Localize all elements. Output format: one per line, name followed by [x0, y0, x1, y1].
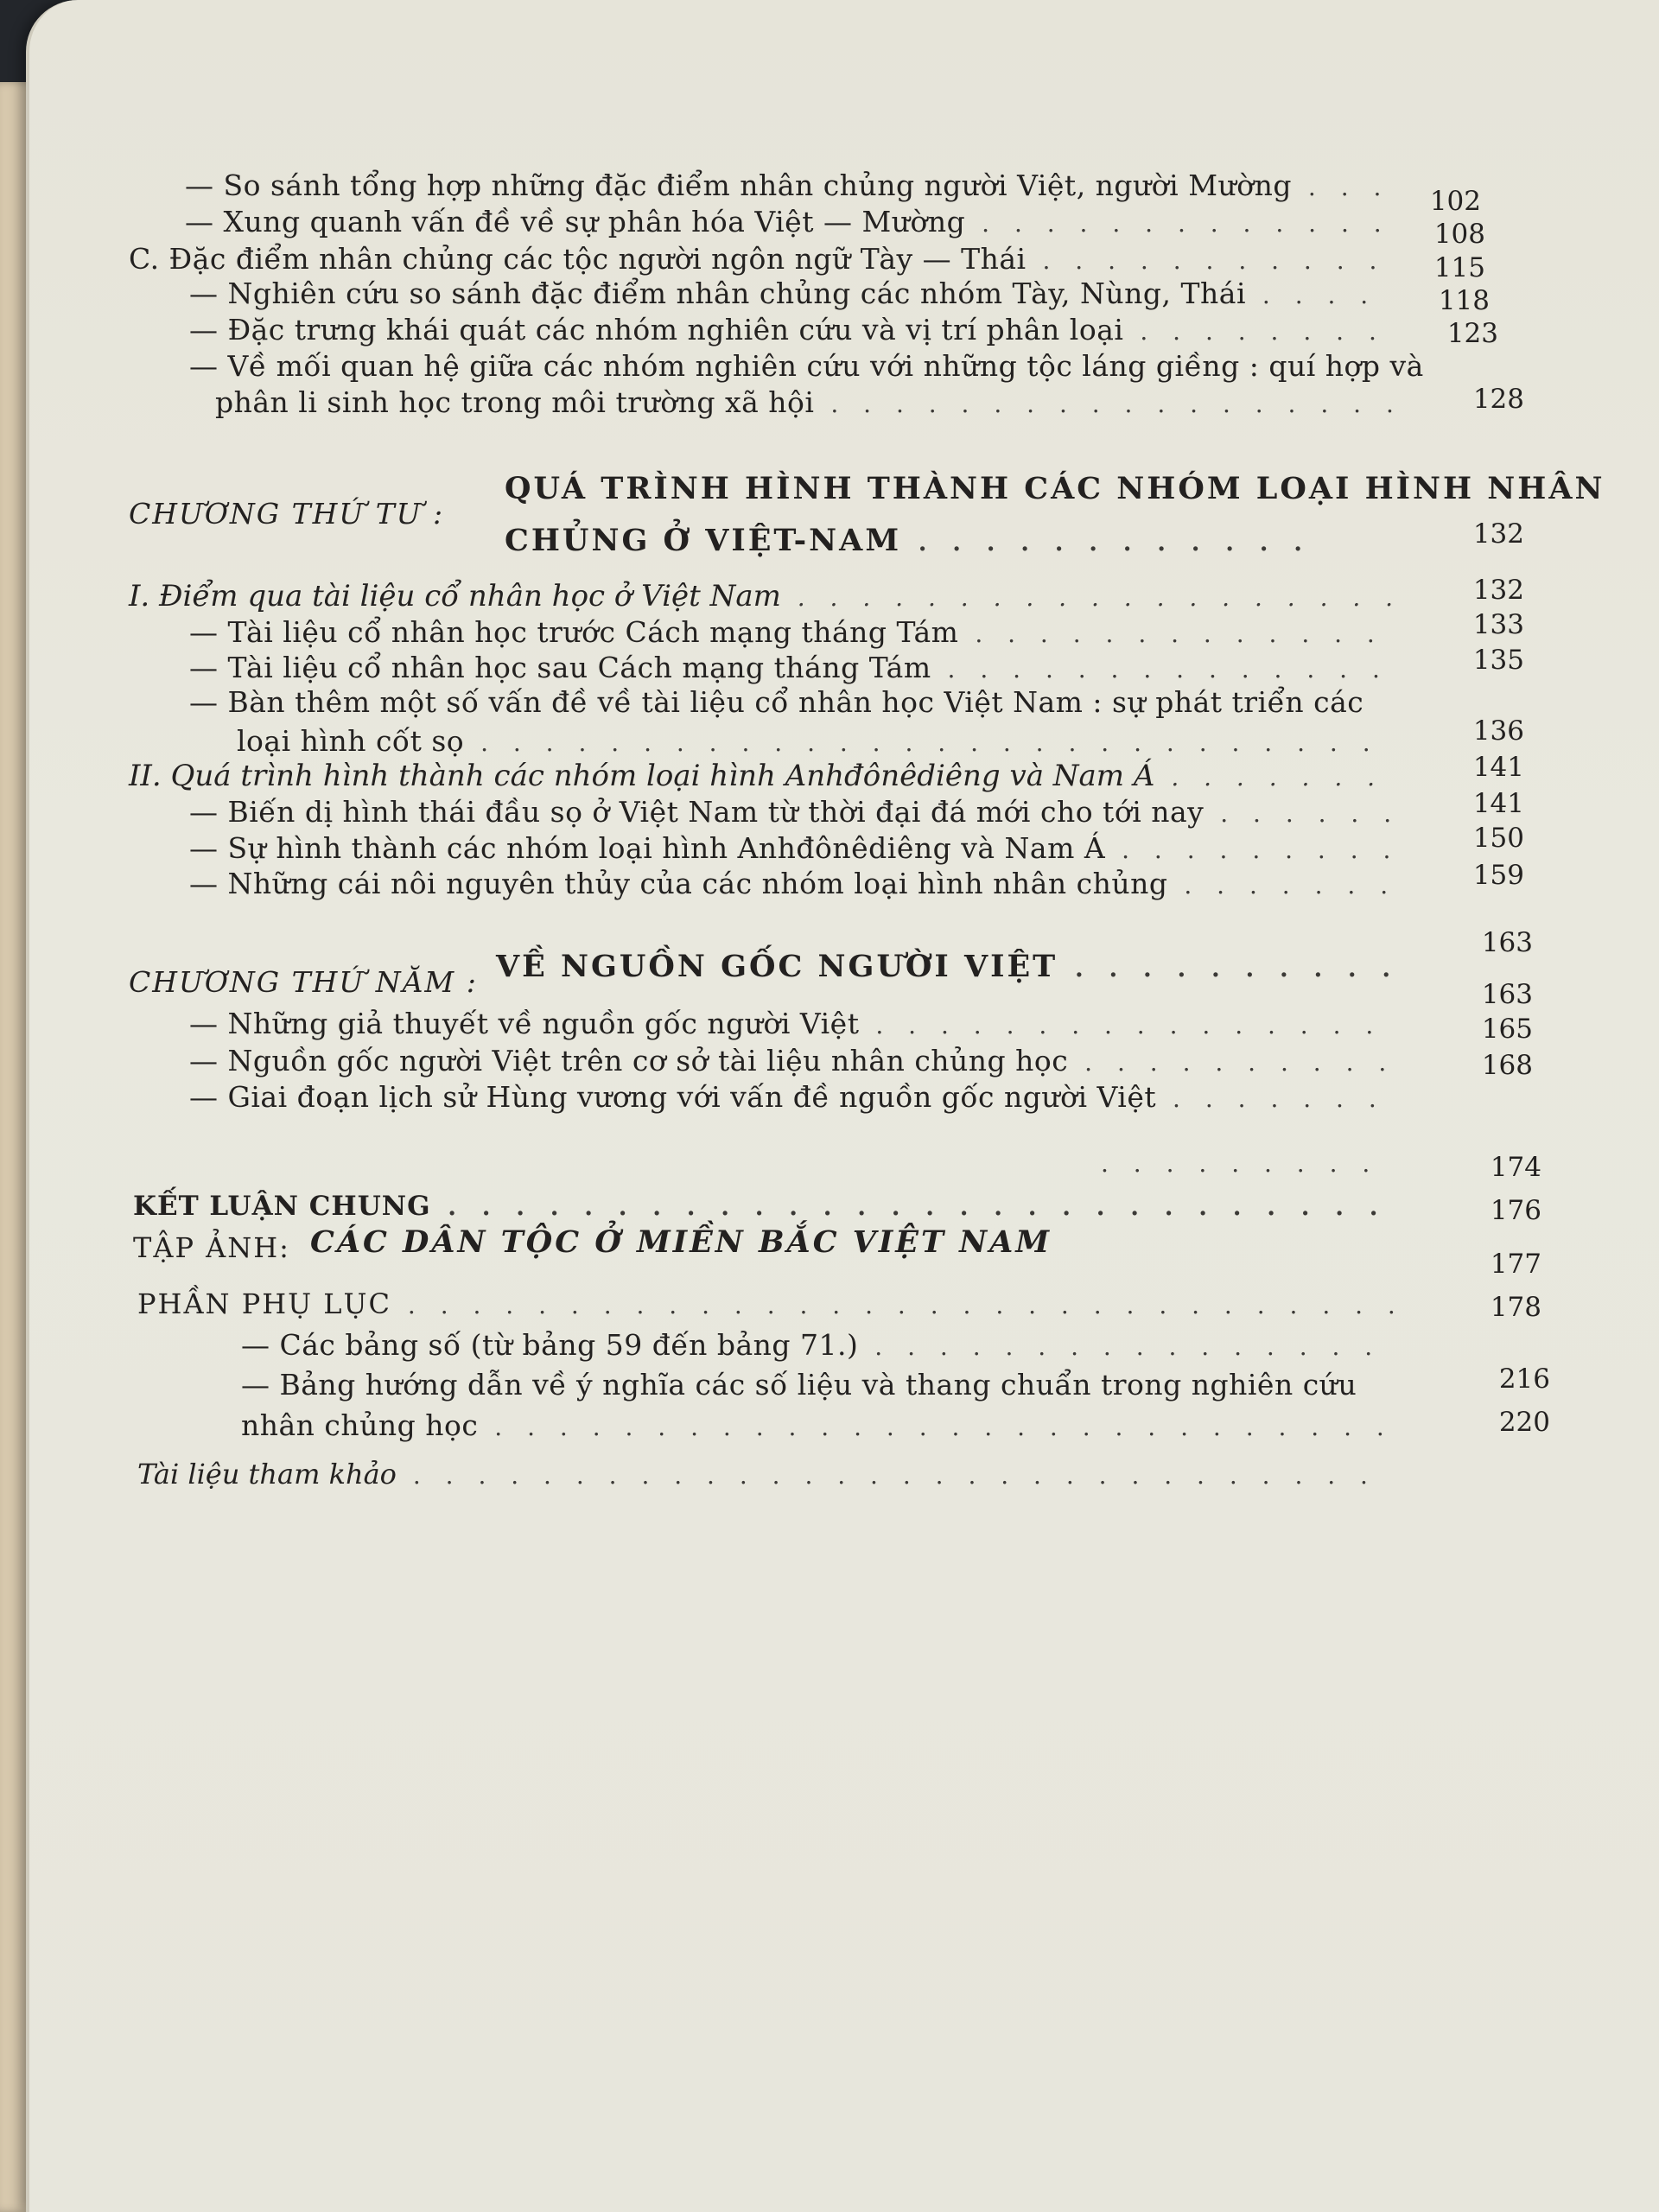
toc-entry-continuation — [241, 1408, 1393, 1442]
toc-entry-label: TẬP ẢNH: — [133, 1231, 290, 1264]
leader-dots: . . . . . . — [1204, 799, 1401, 828]
toc-entry-label: loại hình cốt sọ — [237, 724, 465, 758]
book-page — [26, 0, 1659, 2212]
leader-dots: . . . . . . . . . . . . — [901, 528, 1312, 556]
leader-dots: . . . . . . . . . . . . . . . . . . . — [780, 583, 1402, 612]
chapter-title-line: VỀ NGUỒN GỐC NGƯỜI VIỆT — [496, 949, 1058, 984]
leader-dots: . . . . . . . . . . . . . . . . . . . . . . . . . . . . — [430, 1192, 1387, 1221]
toc-entry-label: — Giai đoạn lịch sử Hùng vương với vấn đề nguồn gốc người Việt — [189, 1080, 1157, 1114]
toc-entry — [189, 1080, 1385, 1114]
toc-entry-label: — Bàn thêm một số vấn đề về tài liệu cổ nhân học Việt Nam : sự phát triển các — [189, 685, 1364, 719]
leader-dots: . . . . . . . . — [1123, 317, 1385, 346]
toc-entry — [185, 205, 1390, 238]
toc-entry-label: CHƯƠNG THỨ NĂM : — [129, 965, 478, 999]
toc-entry-label: KẾT LUẬN CHUNG — [133, 1191, 431, 1222]
toc-entry — [137, 1458, 1376, 1491]
page-number: 115 — [1433, 252, 1485, 283]
chapter-heading-label — [129, 965, 478, 999]
page-number: 163 — [1481, 927, 1533, 958]
toc-entry — [241, 1328, 1381, 1362]
chapter-title: QUÁ TRÌNH HÌNH THÀNH CÁC NHÓM LOẠI HÌNH NHÂN — [505, 471, 1605, 506]
page-number: 168 — [1481, 1050, 1533, 1081]
page-number: 174 — [1490, 1152, 1541, 1183]
page-number: 150 — [1472, 823, 1524, 854]
page-number: 141 — [1472, 788, 1524, 819]
toc-entry — [189, 867, 1396, 900]
page-number: 216 — [1498, 1363, 1550, 1395]
leader-dots: . . . . . . . . . . . . . . . . . . — [814, 390, 1402, 418]
leader-dots: . . . . — [1246, 281, 1377, 309]
toc-entry — [189, 276, 1376, 310]
leader-dots: . . . . . . . . . . . . . . . . . . . . . . . . . . . . . . . — [391, 1291, 1404, 1319]
leader-dots: . . . . . . . . . . . . . . . . — [859, 1011, 1382, 1039]
toc-entry-label: — Sự hình thành các nhóm loại hình Anhđônêdiêng và Nam Á — [189, 831, 1106, 865]
toc-entry-label: — Đặc trưng khái quát các nhóm nghiên cứu và vị trí phân loại — [189, 313, 1124, 346]
leader-dots: . . . . . . . . . . . . . . . . — [858, 1332, 1382, 1361]
toc-entry-label: — Bảng hướng dẫn về ý nghĩa các số liệu và thang chuẩn trong nghiên cứu — [241, 1368, 1357, 1402]
toc-entry-continuation — [215, 385, 1402, 419]
leader-dots: . . . . . . . — [1154, 763, 1384, 791]
toc-entry-continuation — [237, 724, 1379, 758]
page-number: 132 — [1472, 518, 1524, 550]
toc-entry-label: PHẦN PHỤ LỤC — [137, 1287, 391, 1320]
leader-dots: . . . . . . . — [1167, 871, 1397, 899]
page-number: 135 — [1472, 645, 1524, 676]
leader-dots: . . . . . . . . . . . — [1026, 246, 1386, 275]
toc-entry-label: nhân chủng học — [241, 1408, 479, 1442]
page-number: 123 — [1446, 318, 1498, 349]
toc-entry-label: — Nghiên cứu so sánh đặc điểm nhân chủng các nhóm Tày, Nùng, Thái — [189, 276, 1246, 310]
toc-entry — [129, 242, 1385, 276]
page-number: 177 — [1490, 1249, 1541, 1280]
chapter-heading-label: CHƯƠNG THỨ TƯ : — [129, 497, 445, 531]
toc-entry — [189, 615, 1383, 649]
page-number: 133 — [1472, 609, 1524, 640]
toc-entry-label: — Tài liệu cổ nhân học trước Cách mạng tháng Tám — [189, 615, 959, 649]
toc-entry — [137, 1287, 1404, 1320]
chapter-title-line: CHỦNG Ở VIỆT-NAM — [505, 523, 902, 558]
toc-entry-label: Tài liệu tham khảo — [137, 1458, 397, 1491]
toc-entry — [189, 795, 1400, 829]
photo-section-title: CÁC DÂN TỘC Ở MIỀN BẮC VIỆT NAM — [310, 1224, 1052, 1260]
toc-entry-label: — So sánh tổng hợp những đặc điểm nhân chủng người Việt, người Mường — [185, 168, 1293, 202]
leader-dots: . . . — [1292, 173, 1390, 201]
toc-entry-label: — Nguồn gốc người Việt trên cơ sở tài liệu nhân chủng học — [189, 1044, 1069, 1077]
page-number: 108 — [1433, 219, 1485, 250]
page-number: 220 — [1498, 1407, 1550, 1438]
section-heading — [129, 759, 1383, 793]
toc-entry — [189, 313, 1385, 346]
leader-dots: . . . . . . . . . . . . . . — [931, 655, 1389, 683]
toc-entry — [189, 831, 1399, 865]
leader-dots: . . . . . . . . . . . . . . . . . . . . . . . . . . . . . . — [396, 1461, 1376, 1490]
toc-entry — [185, 168, 1389, 202]
toc-entry — [189, 685, 1363, 719]
chapter-title — [496, 949, 1399, 984]
chapter-title-continuation — [505, 523, 1311, 558]
toc-entry-label: II. Quá trình hình thành các nhóm loại hình Anhđônêdiêng và Nam Á — [129, 759, 1155, 793]
toc-entry-label: — Về mối quan hệ giữa các nhóm nghiên cứu với những tộc láng giềng : quí hợp và — [189, 349, 1424, 383]
page-number: 165 — [1481, 1014, 1533, 1045]
page-number: 136 — [1472, 715, 1524, 747]
leader-dots: . . . . . . . . . . — [1058, 954, 1400, 982]
toc-entry — [189, 349, 1424, 383]
toc-entry-label: — Những giả thuyết về nguồn gốc người Việt — [189, 1007, 860, 1040]
page-number: 178 — [1490, 1292, 1541, 1323]
toc-entry-label: — Tài liệu cổ nhân học sau Cách mạng tháng Tám — [189, 651, 931, 684]
toc-entry-label: phân li sinh học trong môi trường xã hội — [215, 385, 815, 419]
leader-dots: . . . . . . . . . . . . . — [965, 209, 1390, 238]
page-number: 132 — [1472, 575, 1524, 606]
leader-dots: . . . . . . . — [1156, 1084, 1385, 1113]
page-number: 128 — [1472, 384, 1524, 415]
page-number: 141 — [1472, 752, 1524, 783]
toc-entry — [189, 1007, 1382, 1040]
toc-entry-label: — Những cái nôi nguyên thủy của các nhóm loại hình nhân chủng — [189, 867, 1168, 900]
leader-dots: . . . . . . . . . — [1105, 836, 1400, 864]
leader-dots: . . . . . . . . . . — [1068, 1048, 1395, 1077]
toc-entry-label: — Biến dị hình thái đầu sọ ở Việt Nam từ thời đại đá mới cho tới nay — [189, 795, 1205, 829]
leader-dots: . . . . . . . . . — [1101, 1149, 1379, 1178]
toc-entry-label: — Xung quanh vấn đề về sự phân hóa Việt — Mường — [185, 205, 966, 238]
page-number: 176 — [1490, 1195, 1541, 1226]
page-number: 163 — [1481, 979, 1533, 1010]
toc-entry — [241, 1368, 1357, 1402]
page-number: 118 — [1438, 285, 1490, 316]
page-number: 102 — [1429, 186, 1481, 217]
leader-dots: . . . . . . . . . . . . . — [958, 620, 1383, 648]
page-number: 159 — [1472, 860, 1524, 891]
leader-dots: . . . . . . . . . . . . . . . . . . . . . . . . . . . . — [464, 728, 1379, 757]
section-heading — [129, 579, 1402, 613]
toc-entry — [189, 1044, 1395, 1077]
toc-entry — [189, 651, 1389, 684]
toc-entry-label: I. Điểm qua tài liệu cổ nhân học ở Việt Nam — [129, 579, 781, 613]
toc-entry-label: — Các bảng số (từ bảng 59 đến bảng 71.) — [241, 1328, 859, 1362]
toc-entry — [133, 1191, 1386, 1222]
leader-dots: . . . . . . . . . . . . . . . . . . . . . . . . . . . . — [478, 1413, 1393, 1441]
toc-entry-label: C. Đặc điểm nhân chủng các tộc người ngôn ngữ Tày — Thái — [129, 242, 1027, 276]
